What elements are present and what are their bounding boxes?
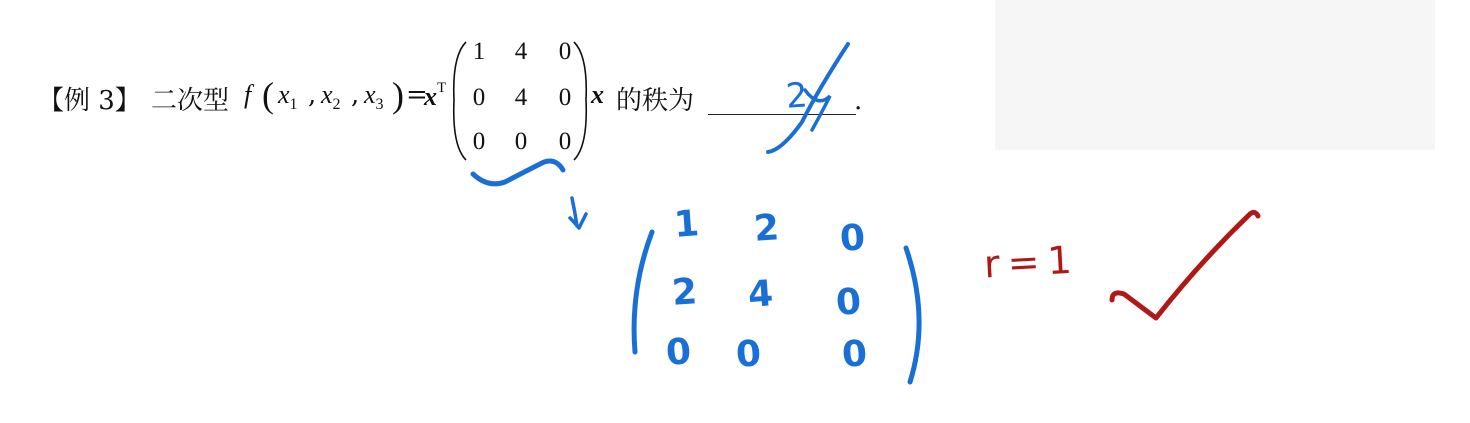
hw-cell: 0 xyxy=(664,331,693,374)
matrix-cell: 0 xyxy=(558,128,572,155)
checkmark-icon xyxy=(1112,212,1258,318)
hw-cell: 0 xyxy=(840,333,869,376)
hw-cell: 0 xyxy=(734,333,763,376)
equals-sign: = xyxy=(406,80,428,110)
function-name: f xyxy=(244,80,252,109)
hw-cell: 1 xyxy=(672,203,701,246)
example-label: 【例 3】 xyxy=(38,86,141,116)
vector-x: x xyxy=(591,80,604,109)
matrix-cell: 4 xyxy=(514,38,528,65)
underline-squiggle xyxy=(473,161,563,184)
matrix-cell: 0 xyxy=(558,38,572,65)
hw-cell: 0 xyxy=(834,281,863,324)
matrix-cell: 0 xyxy=(472,84,486,111)
matrix-left-bracket xyxy=(454,42,466,160)
hw-left-paren xyxy=(634,232,652,352)
hw-cell: 2 xyxy=(752,207,781,250)
var-2: $x_2$ xyxy=(321,80,341,113)
vector-x-transpose: $x^T$ xyxy=(424,80,447,111)
hw-cell: 0 xyxy=(838,217,867,260)
matrix-cell: 1 xyxy=(472,38,486,65)
matrix-cell: 0 xyxy=(558,84,572,111)
problem-intro: 二次型 xyxy=(151,86,230,116)
hw-cell: 4 xyxy=(746,273,775,316)
left-paren: ( xyxy=(262,75,274,115)
hw-cell: 2 xyxy=(670,271,699,314)
problem-suffix: 的秩为 xyxy=(616,86,695,116)
matrix-cell: 0 xyxy=(514,128,528,155)
period: . xyxy=(854,86,863,116)
blank-slash-stroke xyxy=(768,44,848,152)
var-1: $x_1$ xyxy=(278,80,298,113)
var-3: $x_3$ xyxy=(364,80,384,113)
arrow-down-icon xyxy=(570,198,586,228)
matrix-cell: 0 xyxy=(472,128,486,155)
matrix-cell: 4 xyxy=(514,84,528,111)
hw-right-paren xyxy=(906,248,919,382)
blank-answer-scribble: 2 xyxy=(784,75,810,117)
matrix-right-bracket xyxy=(574,42,586,160)
right-paren: ) xyxy=(392,75,404,115)
rank-note: r=1 xyxy=(982,237,1081,287)
